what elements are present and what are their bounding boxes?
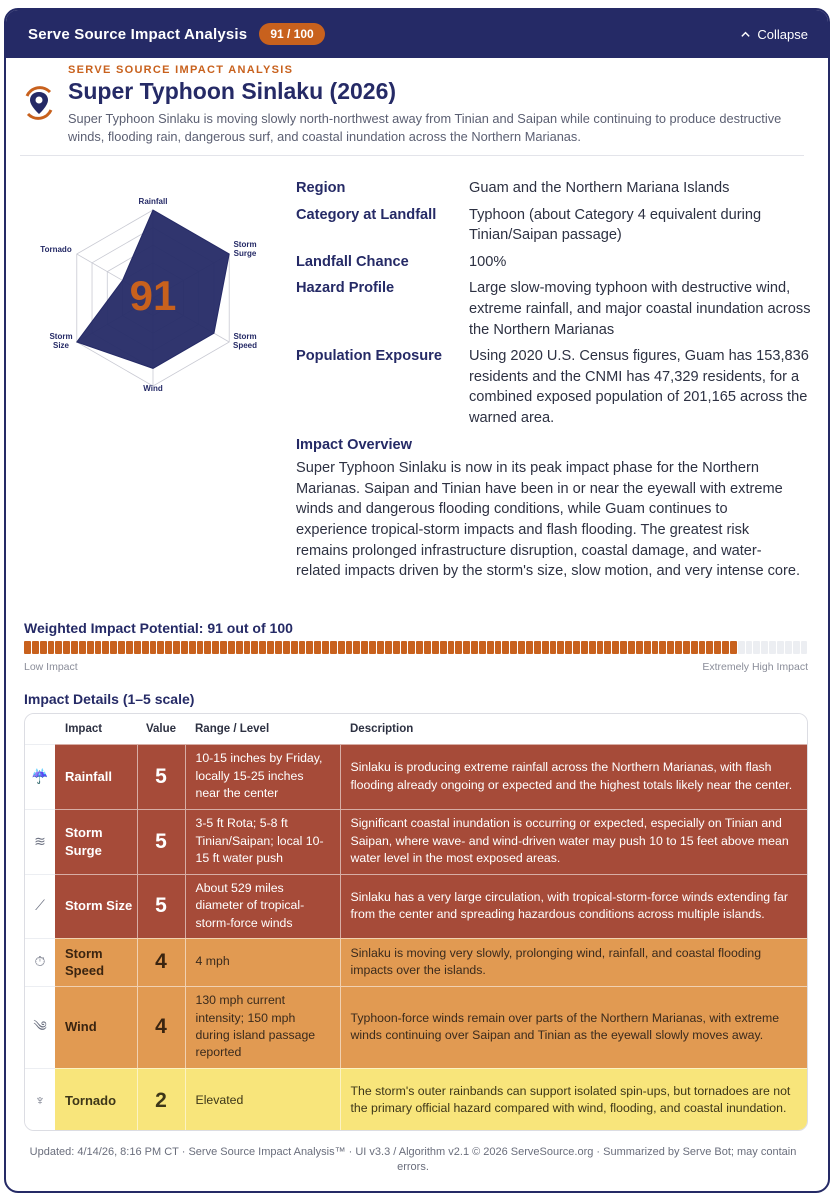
meter-segment-filled bbox=[251, 641, 258, 654]
meter-segment-filled bbox=[730, 641, 737, 654]
table-row-wind bbox=[25, 986, 807, 1068]
impact-name: Rainfall bbox=[55, 744, 137, 809]
page-title: Super Typhoon Sinlaku (2026) bbox=[68, 78, 397, 104]
meter-segment-filled bbox=[32, 641, 39, 654]
radar-label-storm-surge-1: Storm bbox=[233, 240, 257, 249]
impact-range: 3-5 ft Rota; 5-8 ft Tinian/Saipan; local 10-15 ft water push bbox=[185, 809, 340, 874]
info-row-hazard-profile bbox=[296, 278, 811, 340]
meter-segment-filled bbox=[204, 641, 211, 654]
impact-description: Sinlaku is producing extreme rainfall across the Northern Marianas, with flash flooding already ongoing or expected and the highest totals likely near the center. bbox=[340, 744, 807, 809]
wind-icon: ༄ bbox=[25, 986, 55, 1068]
impact-table bbox=[24, 713, 808, 1131]
impact-description: Sinlaku is moving very slowly, prolonging wind, rainfall, and coastal flooding impacts over the islands. bbox=[340, 938, 807, 986]
impact-meter bbox=[24, 641, 808, 654]
meter-segment-filled bbox=[589, 641, 596, 654]
meter-segment-empty bbox=[801, 641, 808, 654]
info-row-landfall-chance bbox=[296, 252, 811, 273]
table-row-storm-speed bbox=[25, 938, 807, 986]
meter-segment-filled bbox=[620, 641, 627, 654]
meter-segment-filled bbox=[416, 641, 423, 654]
meter-segment-filled bbox=[448, 641, 455, 654]
page-subtitle: Super Typhoon Sinlaku is moving slowly north-northwest away from Tinian and Saipan while continuing to produce destructive winds, flooding rain, dangerous surf, and coastal inundation across the Northern Marianas. bbox=[68, 111, 782, 144]
meter-segment-filled bbox=[463, 641, 470, 654]
table-row-tornado bbox=[25, 1068, 807, 1131]
meter-segment-filled bbox=[604, 641, 611, 654]
meter-segment-filled bbox=[291, 641, 298, 654]
meter-segment-filled bbox=[346, 641, 353, 654]
meter-segment-filled bbox=[675, 641, 682, 654]
meter-segment-filled bbox=[691, 641, 698, 654]
meter-segment-filled bbox=[244, 641, 251, 654]
meter-segment-filled bbox=[353, 641, 360, 654]
meter-segment-filled bbox=[495, 641, 502, 654]
info-label: Landfall Chance bbox=[296, 253, 409, 270]
meter-segment-filled bbox=[95, 641, 102, 654]
header-icon-col bbox=[25, 714, 55, 744]
impact-value: 4 bbox=[137, 986, 185, 1068]
meter-segment-filled bbox=[510, 641, 517, 654]
info-value: Guam and the Northern Mariana Islands bbox=[469, 180, 730, 196]
info-row-population bbox=[296, 346, 811, 428]
meter-segment-empty bbox=[746, 641, 753, 654]
impact-value: 4 bbox=[137, 938, 185, 986]
impact-description: Significant coastal inundation is occurring or expected, especially on Tinian and Saipan, where wave- and wind-driven water may push 10 to 15 feet above mean water level in the most exposed areas. bbox=[340, 809, 807, 874]
summary-info bbox=[296, 178, 811, 582]
overview-text: Super Typhoon Sinlaku is now in its peak impact phase for the Northern Marianas. Saipan and Tinian have been in or near the eyewall with extreme winds and dangerous flooding conditions, while Guam continues to experience tropical-storm impacts and flash flooding. The greatest risk remains prolonged infrastructure disruption, coastal damage, and water-related impacts driven by the storm's size, slow motion, and very intense core. bbox=[296, 460, 801, 580]
impact-name: Wind bbox=[55, 986, 137, 1068]
meter-segment-filled bbox=[550, 641, 557, 654]
radar-chart bbox=[38, 188, 268, 398]
info-row-category bbox=[296, 205, 811, 246]
impact-name: Tornado bbox=[55, 1068, 137, 1131]
weighted-impact-label: Weighted Impact Potential: 91 out of 100 bbox=[24, 620, 293, 636]
top-bar bbox=[6, 10, 828, 58]
radar-label-tornado: Tornado bbox=[40, 245, 72, 254]
meter-segment-filled bbox=[118, 641, 125, 654]
wave-icon: ≋ bbox=[25, 809, 55, 874]
radar-label-rainfall: Rainfall bbox=[138, 197, 168, 206]
meter-segment-filled bbox=[150, 641, 157, 654]
meter-segment-filled bbox=[259, 641, 266, 654]
meter-segment-filled bbox=[636, 641, 643, 654]
meter-segment-filled bbox=[165, 641, 172, 654]
meter-segment-filled bbox=[267, 641, 274, 654]
meter-segment-filled bbox=[440, 641, 447, 654]
radar-label-storm-speed-2: Speed bbox=[232, 341, 258, 350]
meter-segment-filled bbox=[228, 641, 235, 654]
meter-segment-filled bbox=[142, 641, 149, 654]
meter-segment-filled bbox=[471, 641, 478, 654]
rain-cloud-icon: ☔ bbox=[25, 744, 55, 809]
meter-segment-filled bbox=[24, 641, 31, 654]
meter-segment-filled bbox=[659, 641, 666, 654]
impact-name: Storm Size bbox=[55, 874, 137, 938]
table-header-row bbox=[25, 714, 807, 744]
meter-segment-filled bbox=[220, 641, 227, 654]
impact-description: The storm's outer rainbands can support isolated spin-ups, but tornadoes are not the primary official hazard compared with wind, flooding, and coastal inundation. bbox=[340, 1068, 807, 1131]
meter-segment-filled bbox=[581, 641, 588, 654]
meter-segment-filled bbox=[338, 641, 345, 654]
impact-description: Sinlaku has a very large circulation, with tropical-storm-force winds extending far from the center and spreading hazardous conditions across multiple islands. bbox=[340, 874, 807, 938]
meter-segment-filled bbox=[55, 641, 62, 654]
meter-segment-filled bbox=[644, 641, 651, 654]
collapse-label: Collapse bbox=[757, 26, 808, 42]
report-header bbox=[20, 62, 804, 156]
meter-segment-filled bbox=[314, 641, 321, 654]
meter-segment-filled bbox=[173, 641, 180, 654]
meter-segment-filled bbox=[189, 641, 196, 654]
meter-segment-filled bbox=[502, 641, 509, 654]
info-value: Typhoon (about Category 4 equivalent during Tinian/Saipan passage) bbox=[469, 206, 762, 244]
impact-value: 2 bbox=[137, 1068, 185, 1131]
header-description: Description bbox=[340, 714, 807, 744]
topbar-title: Serve Source Impact Analysis bbox=[28, 25, 248, 43]
meter-segment-filled bbox=[330, 641, 337, 654]
meter-segment-filled bbox=[628, 641, 635, 654]
meter-segment-filled bbox=[87, 641, 94, 654]
meter-segment-filled bbox=[63, 641, 70, 654]
impact-value: 5 bbox=[137, 744, 185, 809]
meter-segment-filled bbox=[283, 641, 290, 654]
info-value: Using 2020 U.S. Census figures, Guam has 153,836 residents and the CNMI has 47,329 residents, for a combined exposed population of 201,165 across the warned area. bbox=[469, 348, 809, 426]
chevron-up-icon bbox=[740, 29, 751, 40]
meter-segment-empty bbox=[738, 641, 745, 654]
meter-segment-filled bbox=[236, 641, 243, 654]
impact-range: 130 mph current intensity; 150 mph during island passage reported bbox=[185, 986, 340, 1068]
meter-segment-filled bbox=[557, 641, 564, 654]
meter-segment-filled bbox=[722, 641, 729, 654]
impact-range: About 529 miles diameter of tropical-storm-force winds bbox=[185, 874, 340, 938]
meter-segment-filled bbox=[487, 641, 494, 654]
meter-segment-filled bbox=[197, 641, 204, 654]
impact-range: Elevated bbox=[185, 1068, 340, 1131]
stopwatch-icon: ⏱ bbox=[25, 938, 55, 986]
meter-segment-empty bbox=[769, 641, 776, 654]
meter-segment-filled bbox=[385, 641, 392, 654]
meter-segment-filled bbox=[667, 641, 674, 654]
impact-range: 4 mph bbox=[185, 938, 340, 986]
overview-heading: Impact Overview bbox=[296, 436, 412, 453]
radar-label-storm-surge-2: Surge bbox=[233, 249, 257, 258]
info-label: Region bbox=[296, 180, 346, 196]
meter-segment-filled bbox=[518, 641, 525, 654]
meter-segment-empty bbox=[777, 641, 784, 654]
meter-segment-filled bbox=[432, 641, 439, 654]
meter-segment-filled bbox=[79, 641, 86, 654]
table-row-storm-surge bbox=[25, 809, 807, 874]
meter-segment-filled bbox=[181, 641, 188, 654]
eyebrow-label: SERVE SOURCE IMPACT ANALYSIS bbox=[68, 64, 294, 76]
radar-label-storm-size-1: Storm bbox=[49, 332, 73, 341]
table-row-rainfall bbox=[25, 744, 807, 809]
meter-segment-filled bbox=[369, 641, 376, 654]
meter-segment-empty bbox=[761, 641, 768, 654]
info-value: 100% bbox=[469, 253, 507, 270]
meter-segment-filled bbox=[102, 641, 109, 654]
location-pin-logo-icon bbox=[20, 84, 58, 122]
collapse-button[interactable] bbox=[740, 27, 808, 42]
meter-segment-filled bbox=[534, 641, 541, 654]
meter-segment-filled bbox=[134, 641, 141, 654]
radar-label-storm-size-2: Size bbox=[52, 341, 70, 350]
meter-segment-filled bbox=[361, 641, 368, 654]
meter-segment-filled bbox=[699, 641, 706, 654]
meter-segment-filled bbox=[455, 641, 462, 654]
info-label: Population Exposure bbox=[296, 348, 442, 365]
impact-value: 5 bbox=[137, 809, 185, 874]
meter-segment-filled bbox=[565, 641, 572, 654]
radar-label-storm-speed-1: Storm bbox=[233, 332, 257, 341]
meter-segment-filled bbox=[322, 641, 329, 654]
meter-segment-filled bbox=[71, 641, 78, 654]
impact-name: Storm Speed bbox=[55, 938, 137, 986]
meter-segment-empty bbox=[753, 641, 760, 654]
meter-segment-filled bbox=[212, 641, 219, 654]
meter-segment-filled bbox=[299, 641, 306, 654]
meter-segment-filled bbox=[40, 641, 47, 654]
meter-segment-filled bbox=[597, 641, 604, 654]
meter-segment-filled bbox=[157, 641, 164, 654]
meter-segment-filled bbox=[393, 641, 400, 654]
score-badge: 91 / 100 bbox=[259, 23, 324, 45]
meter-segment-filled bbox=[542, 641, 549, 654]
meter-segment-filled bbox=[612, 641, 619, 654]
ruler-icon: ⟋ bbox=[25, 874, 55, 938]
meter-segment-filled bbox=[110, 641, 117, 654]
meter-segment-filled bbox=[526, 641, 533, 654]
table-row-storm-size bbox=[25, 874, 807, 938]
meter-segment-filled bbox=[424, 641, 431, 654]
info-value: Large slow-moving typhoon with destructive wind, extreme rainfall, and major coastal inundation across the Northern Marianas bbox=[469, 280, 811, 338]
meter-segment-filled bbox=[408, 641, 415, 654]
info-label: Hazard Profile bbox=[296, 280, 395, 297]
radar-score: 91 bbox=[129, 272, 177, 319]
meter-segment-filled bbox=[401, 641, 408, 654]
meter-segment-filled bbox=[377, 641, 384, 654]
meter-segment-filled bbox=[306, 641, 313, 654]
info-label: Category at Landfall bbox=[296, 206, 437, 223]
meter-segment-filled bbox=[652, 641, 659, 654]
meter-segment-filled bbox=[683, 641, 690, 654]
tornado-icon: ♆ bbox=[25, 1068, 55, 1131]
meter-segment-filled bbox=[714, 641, 721, 654]
impact-name: Storm Surge bbox=[55, 809, 137, 874]
impact-value: 5 bbox=[137, 874, 185, 938]
meter-segment-filled bbox=[126, 641, 133, 654]
info-row-region bbox=[296, 178, 811, 199]
meter-segment-empty bbox=[793, 641, 800, 654]
meter-segment-filled bbox=[573, 641, 580, 654]
footer-text: Updated: 4/14/26, 8:16 PM CT · Serve Source Impact Analysis™ · UI v3.3 / Algorithm v2.1 © 2026 ServeSource.org · Summarized by Serve Bot; may contain errors. bbox=[29, 1146, 797, 1173]
meter-segment-empty bbox=[785, 641, 792, 654]
meter-segment-filled bbox=[706, 641, 713, 654]
meter-segment-filled bbox=[275, 641, 282, 654]
impact-description: Typhoon-force winds remain over parts of the Northern Marianas, with extreme winds continuing over Saipan and Tinian as the eyewall slowly moves away. bbox=[340, 986, 807, 1068]
header-value: Value bbox=[137, 714, 185, 744]
header-range: Range / Level bbox=[185, 714, 340, 744]
meter-low-label: Low Impact bbox=[24, 661, 78, 673]
header-impact: Impact bbox=[55, 714, 137, 744]
radar-label-wind: Wind bbox=[143, 384, 163, 393]
impact-details-heading: Impact Details (1–5 scale) bbox=[24, 691, 195, 707]
meter-segment-filled bbox=[48, 641, 55, 654]
meter-high-label: Extremely High Impact bbox=[702, 661, 808, 673]
meter-segment-filled bbox=[479, 641, 486, 654]
impact-range: 10-15 inches by Friday, locally 15-25 inches near the center bbox=[185, 744, 340, 809]
